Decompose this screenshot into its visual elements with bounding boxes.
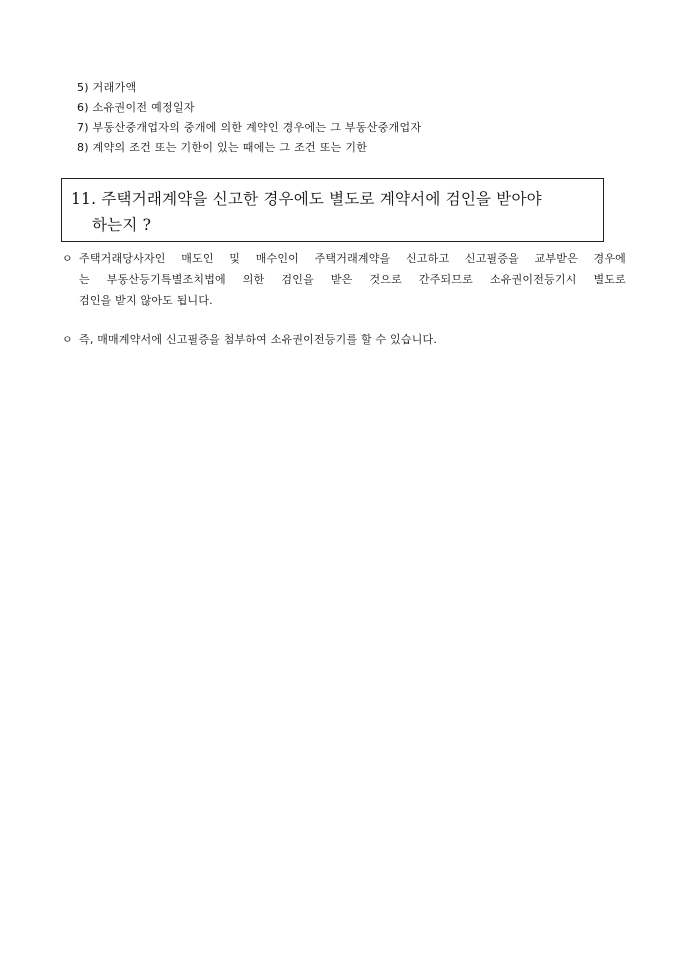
answer-line: 는 부동산등기특별조치법에 의한 검인을 받은 것으로 간주되므로 소유권이전등기시 별도로 [79,273,626,286]
bullet-marker: ㅇ [62,252,73,265]
question-line-2: 하는지 ? [92,216,152,234]
list-item: 5) 거래가액 [77,81,137,94]
list-item: 6) 소유권이전 예정일자 [77,101,195,114]
answer-paragraph-1 [62,248,626,311]
bullet-marker: ㅇ [62,333,73,346]
question-line-1: 11. 주택거래계약을 신고한 경우에도 별도로 계약서에 검인을 받아야 [71,190,542,208]
answer-body-1 [79,248,626,311]
list-item: 7) 부동산중개업자의 중개에 의한 계약인 경우에는 그 부동산중개업자 [77,121,422,134]
answer-line: 검인을 받지 않아도 됩니다. [79,294,213,307]
contract-items-list [77,78,637,158]
answer-paragraph-2 [62,329,626,350]
answer-line: 주택거래당사자인 매도인 및 매수인이 주택거래계약을 신고하고 신고필증을 교부받은 경우에 [79,252,626,265]
list-item: 8) 계약의 조건 또는 기한이 있는 때에는 그 조건 또는 기한 [77,141,368,154]
answer-line: 즉, 매매계약서에 신고필증을 첨부하여 소유권이전등기를 할 수 있습니다. [79,333,438,346]
question-box [61,178,604,242]
answer-body-2 [79,329,626,350]
